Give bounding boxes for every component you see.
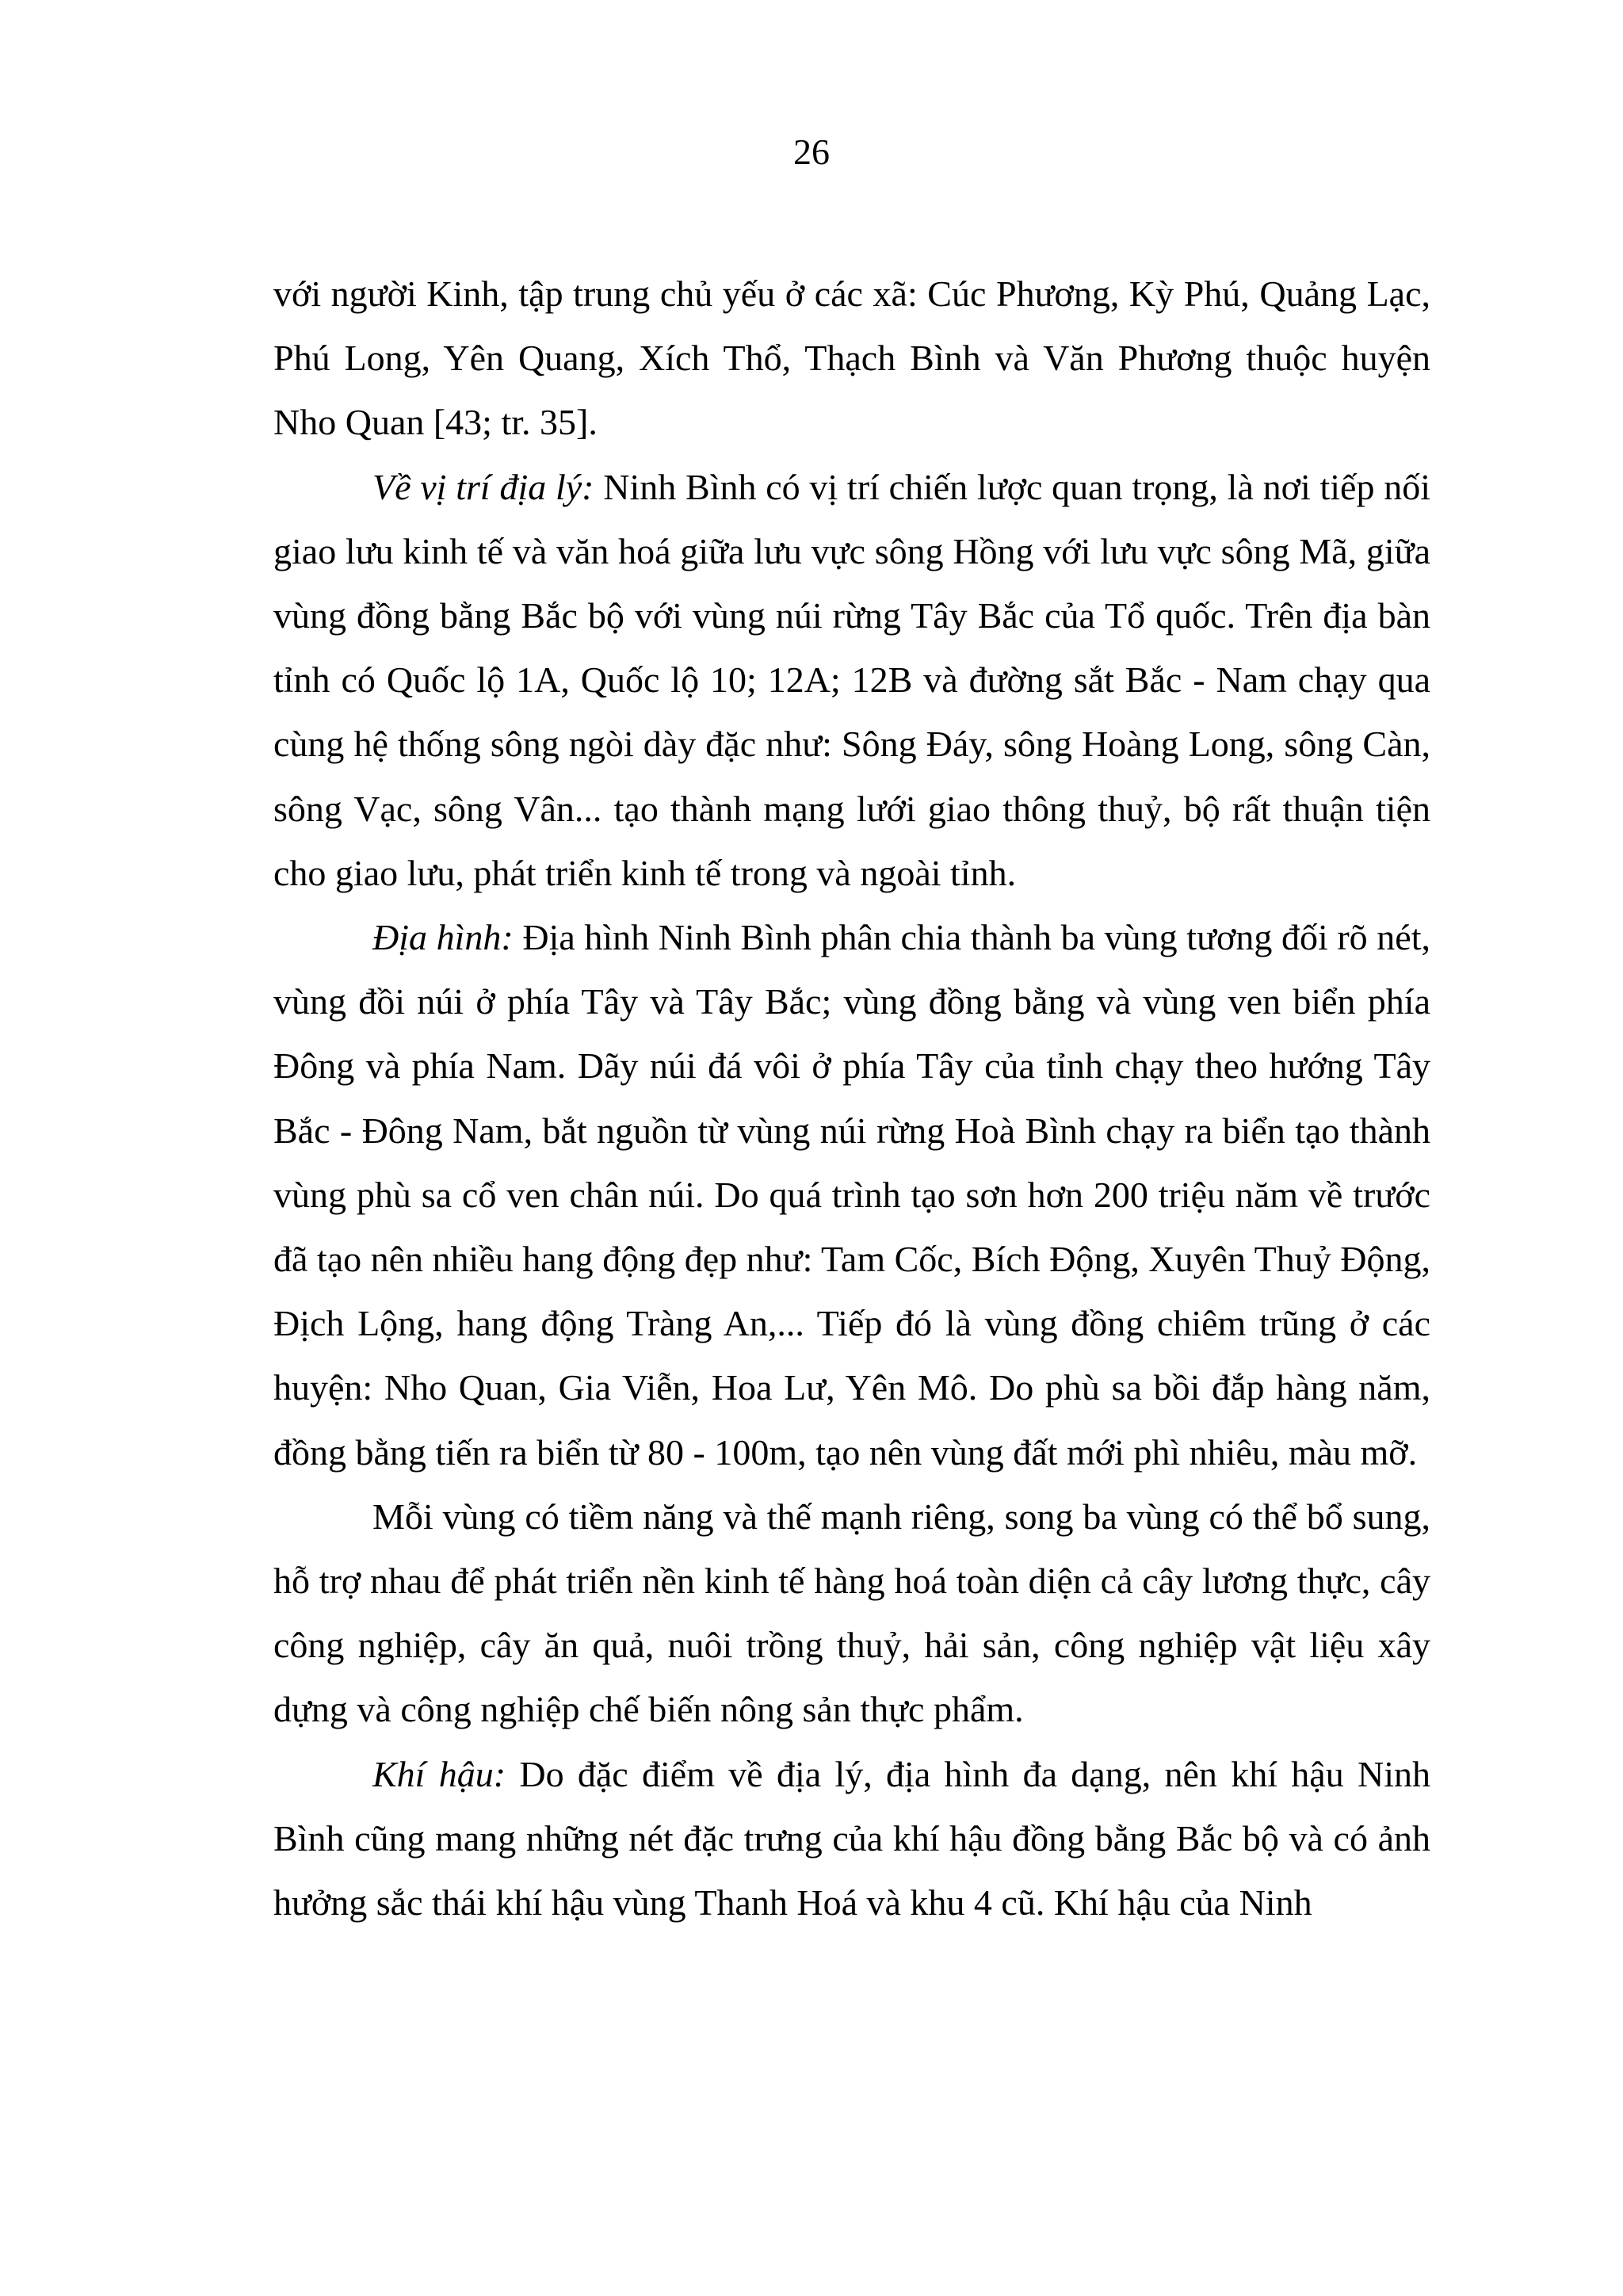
paragraph-potential xyxy=(273,1484,1430,1742)
paragraph-text: Địa hình Ninh Bình phân chia thành ba vùng tương đối rõ nét, vùng đồi núi ở phía Tây và Tây Bắc; vùng đồng bằng và vùng ven biển phía Đông và phía Nam. Dãy núi đá vôi ở phía Tây của tỉnh chạy theo hướng Tây Bắc - Đông Nam, bắt nguồn từ vùng núi rừng Hoà Bình chạy ra biển tạo thành vùng phù sa cổ ven chân núi. Do quá trình tạo sơn hơn 200 triệu năm về trước đã tạo nên nhiều hang động đẹp như: Tam Cốc, Bích Động, Xuyên Thuỷ Động, Địch Lộng, hang động Tràng An,... Tiếp đó là vùng đồng chiêm trũng ở các huyện: Nho Quan, Gia Viễn, Hoa Lư, Yên Mô. Do phù sa bồi đắp hàng năm, đồng bằng tiến ra biển từ 80 - 100m, tạo nên vùng đất mới phì nhiêu, màu mỡ. xyxy=(273,917,1430,1473)
body-text xyxy=(273,262,1430,1935)
paragraph-text: Ninh Bình có vị trí chiến lược quan trọng, là nơi tiếp nối giao lưu kinh tế và văn hoá giữa lưu vực sông Hồng với lưu vực sông Mã, giữa vùng đồng bằng Bắc bộ với vùng núi rừng Tây Bắc của Tổ quốc. Trên địa bàn tỉnh có Quốc lộ 1A, Quốc lộ 10; 12A; 12B và đường sắt Bắc - Nam chạy qua cùng hệ thống sông ngòi dày đặc như: Sông Đáy, sông Hoàng Long, sông Càn, sông Vạc, sông Vân... tạo thành mạng lưới giao thông thuỷ, bộ rất thuận tiện cho giao lưu, phát triển kinh tế trong và ngoài tỉnh. xyxy=(273,466,1430,893)
paragraph-terrain xyxy=(273,905,1430,1484)
paragraph-lead: Về vị trí địa lý: xyxy=(372,466,594,507)
paragraph-text: Do đặc điểm về địa lý, địa hình đa dạng, nên khí hậu Ninh Bình cũng mang những nét đặc trưng của khí hậu đồng bằng Bắc bộ và có ảnh hưởng sắc thái khí hậu vùng Thanh Hoá và khu 4 cũ. Khí hậu của Ninh xyxy=(273,1753,1430,1924)
paragraph-text: Mỗi vùng có tiềm năng và thế mạnh riêng, song ba vùng có thể bổ sung, hỗ trợ nhau để phát triển nền kinh tế hàng hoá toàn diện cả cây lương thực, cây công nghiệp, cây ăn quả, nuôi trồng thuỷ, hải sản, công nghiệp vật liệu xây dựng và công nghiệp chế biến nông sản thực phẩm. xyxy=(273,1496,1430,1730)
paragraph-lead: Khí hậu: xyxy=(372,1753,506,1794)
paragraph-climate xyxy=(273,1742,1430,1935)
paragraph-text: với người Kinh, tập trung chủ yếu ở các xã: Cúc Phương, Kỳ Phú, Quảng Lạc, Phú Long, Yên Quang, Xích Thổ, Thạch Bình và Văn Phương thuộc huyện Nho Quan [43; tr. 35]. xyxy=(273,273,1430,443)
paragraph-location xyxy=(273,455,1430,905)
page-number: 26 xyxy=(793,132,830,172)
paragraph-lead: Địa hình: xyxy=(372,917,514,958)
paragraph-continuation xyxy=(273,262,1430,455)
